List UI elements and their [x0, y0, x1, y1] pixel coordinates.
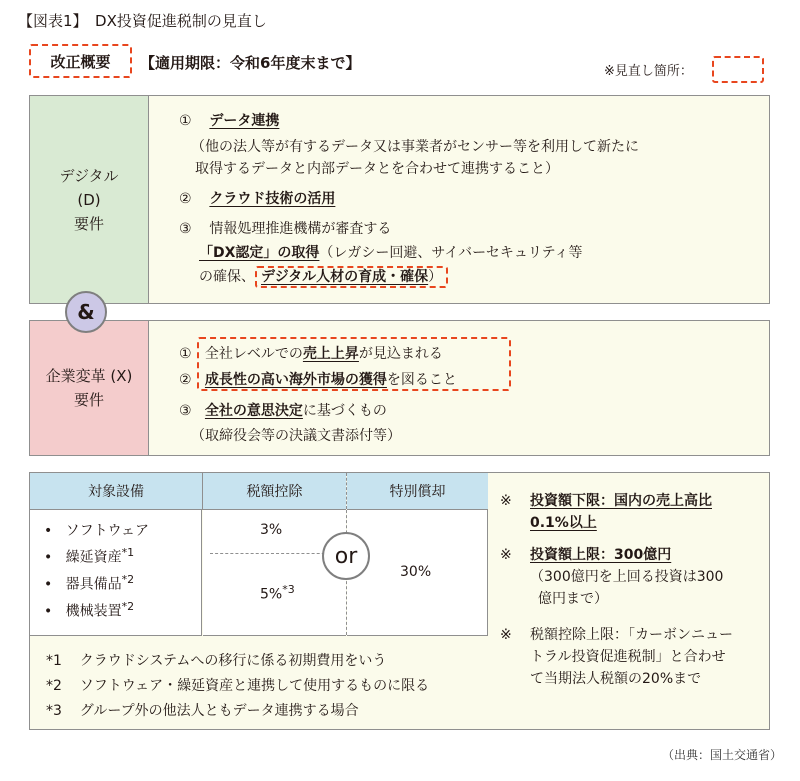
tax-credit-enhanced-value: 5% — [260, 586, 283, 603]
header-tax-credit: 税額控除 — [203, 473, 346, 510]
equipment-item-3-note: *2 — [121, 573, 135, 586]
note-3 — [500, 624, 765, 690]
transformation-requirement-label — [30, 321, 149, 455]
revision-legend-dashed-box — [712, 56, 764, 83]
transformation-item-1-pre: 全社レベルでの — [204, 346, 303, 362]
equipment-item-1-name: ソフトウェア — [65, 523, 150, 539]
transformation-item-3-post: に基づくもの — [302, 403, 387, 419]
equipment-item-3-name: 器具備品 — [65, 576, 122, 593]
digital-item-3-line-3 — [199, 266, 448, 286]
header-divider-dashed — [346, 473, 347, 509]
equipment-item-4: • 機械装置$^{*2}$ — [44, 600, 135, 620]
equipment-item-4-note: *2 — [121, 600, 135, 613]
note-1 — [500, 490, 765, 534]
transformation-item-1-post: が見込まれる — [358, 346, 443, 362]
digital-item-1-title: データ連携 — [209, 113, 280, 129]
transformation-requirement-content — [149, 321, 769, 455]
footnote-3-text: グループ外の他法人ともデータ連携する場合 — [79, 703, 359, 719]
digital-item-2 — [179, 188, 335, 208]
tax-credit-standard: 3% — [260, 522, 283, 538]
transformation-item-1-number: ① — [179, 346, 192, 362]
note-1-line-1: 投資額下限：国内の売上高比 — [530, 493, 712, 509]
digital-item-3-line-1: 情報処理推進機構が審査する — [209, 221, 392, 237]
digital-item-1-desc-1: （他の法人等が有するデータ又は事業者がセンサー等を利用して新たに — [191, 139, 639, 155]
digital-item-3-suffix: ） — [428, 269, 443, 285]
digital-requirement-label — [30, 96, 149, 303]
note-1-line-2: 0.1%以上 — [530, 515, 597, 531]
digital-item-1 — [179, 110, 279, 130]
digital-item-3-rest: （レガシー回避、サイバーセキュリティ等 — [319, 245, 583, 261]
digital-item-1-number: ① — [179, 113, 192, 129]
special-depreciation-value: 30% — [400, 564, 432, 580]
note-1-mark: ※ — [500, 493, 512, 509]
digital-label-line-1: デジタル — [59, 166, 119, 185]
footnote-1-mark: *1 — [46, 653, 62, 669]
digital-talent-text: デジタル人材の育成・確保 — [261, 269, 429, 285]
transformation-label-line-1: 企業変革 (X) — [45, 367, 133, 385]
transformation-requirement-box — [29, 320, 770, 456]
footnote-1 — [46, 650, 386, 670]
note-2 — [500, 544, 765, 610]
note-3-line-2: トラル投資促進税制」と合わせ — [530, 649, 726, 665]
note-2-title: 投資額上限：300億円 — [530, 547, 672, 563]
note-2-mark: ※ — [500, 547, 512, 563]
digital-item-1-desc-2: 取得するデータと内部データとを合わせて連携すること） — [195, 161, 559, 177]
digital-item-2-title: クラウド技術の活用 — [209, 191, 336, 207]
and-connector-circle: & — [65, 291, 107, 333]
transformation-item-1 — [179, 343, 443, 363]
equipment-column — [30, 510, 202, 636]
tax-credit-enhanced-note: *3 — [282, 583, 295, 596]
note-3-mark: ※ — [500, 627, 512, 643]
transformation-item-2-number: ② — [179, 372, 192, 388]
footnote-3 — [46, 700, 359, 720]
footnote-2-mark: *2 — [46, 678, 62, 694]
digital-requirement-box — [29, 95, 770, 304]
footnote-2-text: ソフトウェア・繰延資産と連携して使用するものに限る — [79, 678, 430, 694]
footnote-3-mark: *3 — [46, 703, 62, 719]
note-2-desc-1: （300億円を上回る投資は300 — [530, 569, 724, 585]
transformation-item-3-desc: （取締役会等の決議文書添付等） — [191, 428, 401, 444]
transformation-item-2 — [179, 369, 457, 389]
transformation-item-2-post: を図ること — [386, 372, 457, 388]
equipment-item-3: • 器具備品$^{*2}$ — [44, 573, 135, 593]
digital-requirement-content — [149, 96, 769, 303]
tax-credit-row-divider — [210, 553, 340, 554]
tax-credit-enhanced — [260, 583, 295, 603]
investment-notes — [500, 490, 765, 690]
digital-label-line-3: 要件 — [73, 214, 104, 233]
digital-item-3-line-2 — [199, 242, 582, 262]
figure-title: 【図表1】 DX投資促進税制の見直し — [18, 12, 267, 30]
application-period: 【適用期限：令和6年度末まで】 — [140, 54, 361, 72]
transformation-label-line-2: 要件 — [73, 391, 104, 409]
equipment-item-2-name: 繰延資産 — [65, 549, 122, 566]
note-3-line-3: て当期法人税額の20%まで — [530, 671, 702, 687]
overseas-market: 成長性の高い海外市場の獲得 — [204, 372, 387, 388]
company-decision: 全社の意思決定 — [204, 403, 303, 419]
footnote-2 — [46, 675, 429, 695]
digital-item-3-prefix: の確保、 — [199, 269, 255, 285]
digital-item-3-number: ③ — [179, 221, 192, 237]
header-special-depreciation: 特別償却 — [347, 473, 488, 510]
digital-item-3 — [179, 218, 391, 238]
source-citation: （出典：国土交通省） — [661, 748, 782, 762]
equipment-item-4-name: 機械装置 — [65, 603, 122, 620]
equipment-item-2-note: *1 — [121, 546, 135, 559]
note-3-line-1: 税額控除上限：「カーボンニュー — [530, 627, 733, 643]
equipment-item-2: • 繰延資産$^{*1}$ — [44, 546, 135, 566]
dx-certification: 「DX認定」の取得 — [199, 245, 320, 261]
digital-talent-highlight — [255, 266, 448, 288]
note-2-desc-2: 億円まで） — [538, 591, 608, 607]
or-connector-circle: or — [322, 532, 370, 580]
sales-increase: 売上上昇 — [302, 346, 359, 362]
digital-item-2-number: ② — [179, 191, 192, 207]
equipment-item-1: • ソフトウェア — [44, 523, 150, 539]
footnote-1-text: クラウドシステムへの移行に係る初期費用をいう — [79, 653, 387, 669]
reform-summary-badge: 改正概要 — [29, 44, 132, 78]
header-equipment: 対象設備 — [30, 473, 203, 510]
revision-legend-label: ※見直し箇所： — [604, 64, 693, 79]
transformation-item-3-number: ③ — [179, 403, 192, 419]
transformation-item-3 — [179, 400, 387, 420]
digital-label-line-2: (D) — [77, 190, 101, 209]
